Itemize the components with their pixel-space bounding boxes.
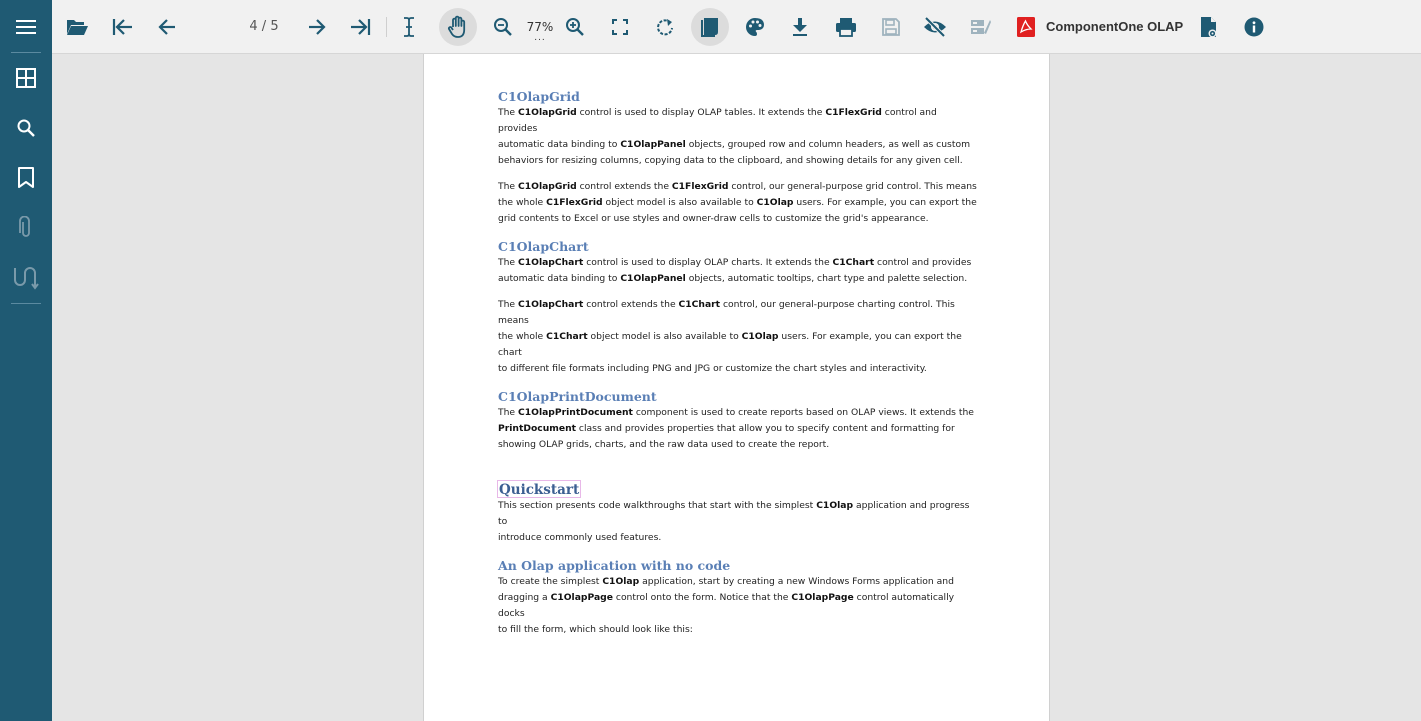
zoom-in-button[interactable] [560, 0, 590, 54]
bold-term: C1OlapPage [791, 592, 854, 603]
section-heading-c1olapgrid: C1OlapGrid [498, 89, 580, 104]
section-heading-olap-app-no-code: An Olap application with no code [498, 558, 731, 573]
save-icon [881, 17, 901, 37]
first-page-button[interactable] [106, 0, 138, 54]
bold-term: C1Olap [602, 576, 640, 587]
form-fields-button[interactable] [965, 0, 997, 54]
bold-term: C1OlapPanel [620, 273, 686, 284]
text-line: to fill the form, which should look like this: [498, 624, 693, 635]
bookmark-icon [17, 167, 35, 189]
text-line: To create the simplest C1Olap application, start by creating a new Windows Forms application and [498, 576, 954, 587]
toolbar [52, 0, 1421, 54]
rotate-button[interactable] [650, 0, 680, 54]
form-fields-icon [970, 17, 992, 37]
thumbnails-button[interactable] [0, 55, 52, 101]
text-line: This section presents code walkthroughs that start with the simplest C1Olap application and progress to [498, 500, 970, 527]
section-heading-c1olapchart: C1OlapChart [498, 239, 589, 254]
bold-term: C1FlexGrid [671, 181, 729, 192]
zoom-out-button[interactable] [488, 0, 518, 54]
bold-term: PrintDocument [498, 423, 577, 434]
text-line: dragging a C1OlapPage control onto the form. Notice that the C1OlapPage control automatically docks [498, 592, 955, 619]
bold-term: C1FlexGrid [546, 197, 603, 208]
page-content [498, 88, 978, 638]
bold-term: C1OlapChart [518, 299, 584, 310]
open-button[interactable] [61, 0, 93, 54]
bold-term: C1Olap [756, 197, 794, 208]
bold-term: C1Chart [678, 299, 721, 310]
text-line: The C1OlapGrid control extends the C1FlexGrid control, our general-purpose grid control. This means [498, 181, 977, 192]
menu-icon [16, 19, 36, 35]
bold-term: C1OlapPrintDocument [518, 407, 633, 418]
last-page-icon [350, 17, 372, 37]
toolbar-divider [386, 17, 387, 37]
bookmarks-button[interactable] [0, 155, 52, 201]
text-line: introduce commonly used features. [498, 532, 662, 543]
bold-term: C1Chart [546, 331, 588, 342]
zoom-in-icon [565, 17, 585, 37]
text-line: to different file formats including PNG and JPG or customize the chart styles and interactivity. [498, 363, 927, 374]
bold-term: C1Olap [741, 331, 779, 342]
paragraph [498, 574, 978, 638]
bold-term: C1OlapChart [518, 257, 584, 268]
document-properties-button[interactable] [1194, 0, 1224, 54]
paragraph [498, 255, 978, 287]
text-line: The C1OlapChart control is used to display OLAP charts. It extends the C1Chart control and provides [498, 257, 972, 268]
hide-annotations-icon [923, 17, 947, 37]
download-button[interactable] [785, 0, 815, 54]
bold-term: C1OlapGrid [518, 107, 577, 118]
thumbnails-icon [16, 68, 36, 88]
bold-term: C1OlapPage [550, 592, 613, 603]
bold-term: C1Chart [832, 257, 875, 268]
text-line: grid contents to Excel or use styles and owner-draw cells to customize the grid's appearance. [498, 213, 929, 224]
text-line: showing OLAP grids, charts, and the raw data used to create the report. [498, 439, 830, 450]
paragraph [498, 105, 978, 169]
save-button[interactable] [875, 0, 907, 54]
search-icon [16, 118, 36, 138]
zoom-out-icon [493, 17, 513, 37]
hand-pan-button[interactable] [438, 0, 478, 54]
bold-term: C1Olap [816, 500, 854, 511]
text-line: the whole C1FlexGrid object model is also available to C1Olap users. For example, you can export the [498, 197, 977, 208]
attachments-button[interactable] [0, 205, 52, 251]
info-icon [1244, 17, 1264, 37]
menu-button[interactable] [0, 4, 52, 50]
document-page[interactable] [423, 54, 1050, 721]
paragraph [498, 498, 978, 546]
text-line: behaviors for resizing columns, copying data to the clipboard, and showing details for any given cell. [498, 155, 963, 166]
theme-button[interactable] [740, 0, 770, 54]
paragraph [498, 179, 978, 227]
sidebar-divider [11, 52, 41, 53]
chapter-heading-quickstart: Quickstart [499, 482, 580, 498]
signature-icon [12, 265, 40, 291]
download-icon [792, 17, 808, 37]
next-page-button[interactable] [301, 0, 333, 54]
previous-page-icon [157, 17, 177, 37]
fullscreen-icon [612, 19, 628, 35]
sidebar [0, 0, 52, 721]
text-line: The C1OlapGrid control is used to display OLAP tables. It extends the C1FlexGrid control and provides [498, 107, 937, 134]
search-button[interactable] [0, 105, 52, 151]
fullscreen-button[interactable] [605, 0, 635, 54]
next-page-icon [307, 17, 327, 37]
hand-pan-icon [447, 15, 469, 39]
text-line: automatic data binding to C1OlapPanel objects, automatic tooltips, chart type and palette selection. [498, 273, 968, 284]
bold-term: C1OlapGrid [518, 181, 577, 192]
view-mode-button[interactable] [690, 0, 730, 54]
theme-palette-icon [745, 17, 765, 37]
paragraph [498, 405, 978, 453]
section-heading-c1olapprintdocument: C1OlapPrintDocument [498, 389, 657, 404]
hide-annotations-button[interactable] [919, 0, 951, 54]
zoom-menu-button[interactable]: ... [534, 33, 546, 43]
document-properties-icon [1200, 16, 1218, 38]
bold-term: C1OlapPanel [620, 139, 686, 150]
attachment-icon [19, 216, 33, 240]
text-select-icon [402, 16, 416, 38]
text-select-button[interactable] [394, 0, 424, 54]
pdf-icon [1017, 17, 1035, 37]
signature-button[interactable] [0, 255, 52, 301]
info-button[interactable] [1239, 0, 1269, 54]
text-line: The C1OlapPrintDocument component is used to create reports based on OLAP views. It extends the [498, 407, 974, 418]
document-title: ComponentOne OLAP [1046, 19, 1184, 34]
text-line: the whole C1Chart object model is also available to C1Olap users. For example, you can export the chart [498, 331, 962, 358]
view-mode-icon [700, 16, 720, 38]
text-line: automatic data binding to C1OlapPanel objects, grouped row and column headers, as well as custom [498, 139, 971, 150]
paragraph [498, 297, 978, 377]
bold-term: C1FlexGrid [825, 107, 882, 118]
zoom-level[interactable]: 77% [526, 20, 554, 34]
text-line: PrintDocument class and provides properties that allow you to specify content and formatting for [498, 423, 955, 434]
last-page-button[interactable] [345, 0, 377, 54]
print-button[interactable] [830, 0, 862, 54]
previous-page-button[interactable] [151, 0, 183, 54]
print-icon [835, 17, 857, 37]
text-line: The C1OlapChart control extends the C1Chart control, our general-purpose charting control. This means [498, 299, 955, 326]
pdf-button[interactable] [1014, 0, 1038, 54]
rotate-icon [655, 17, 675, 37]
page-indicator[interactable]: 4 / 5 [249, 19, 279, 34]
sidebar-divider [11, 303, 41, 304]
first-page-icon [111, 17, 133, 37]
open-folder-icon [65, 17, 89, 37]
